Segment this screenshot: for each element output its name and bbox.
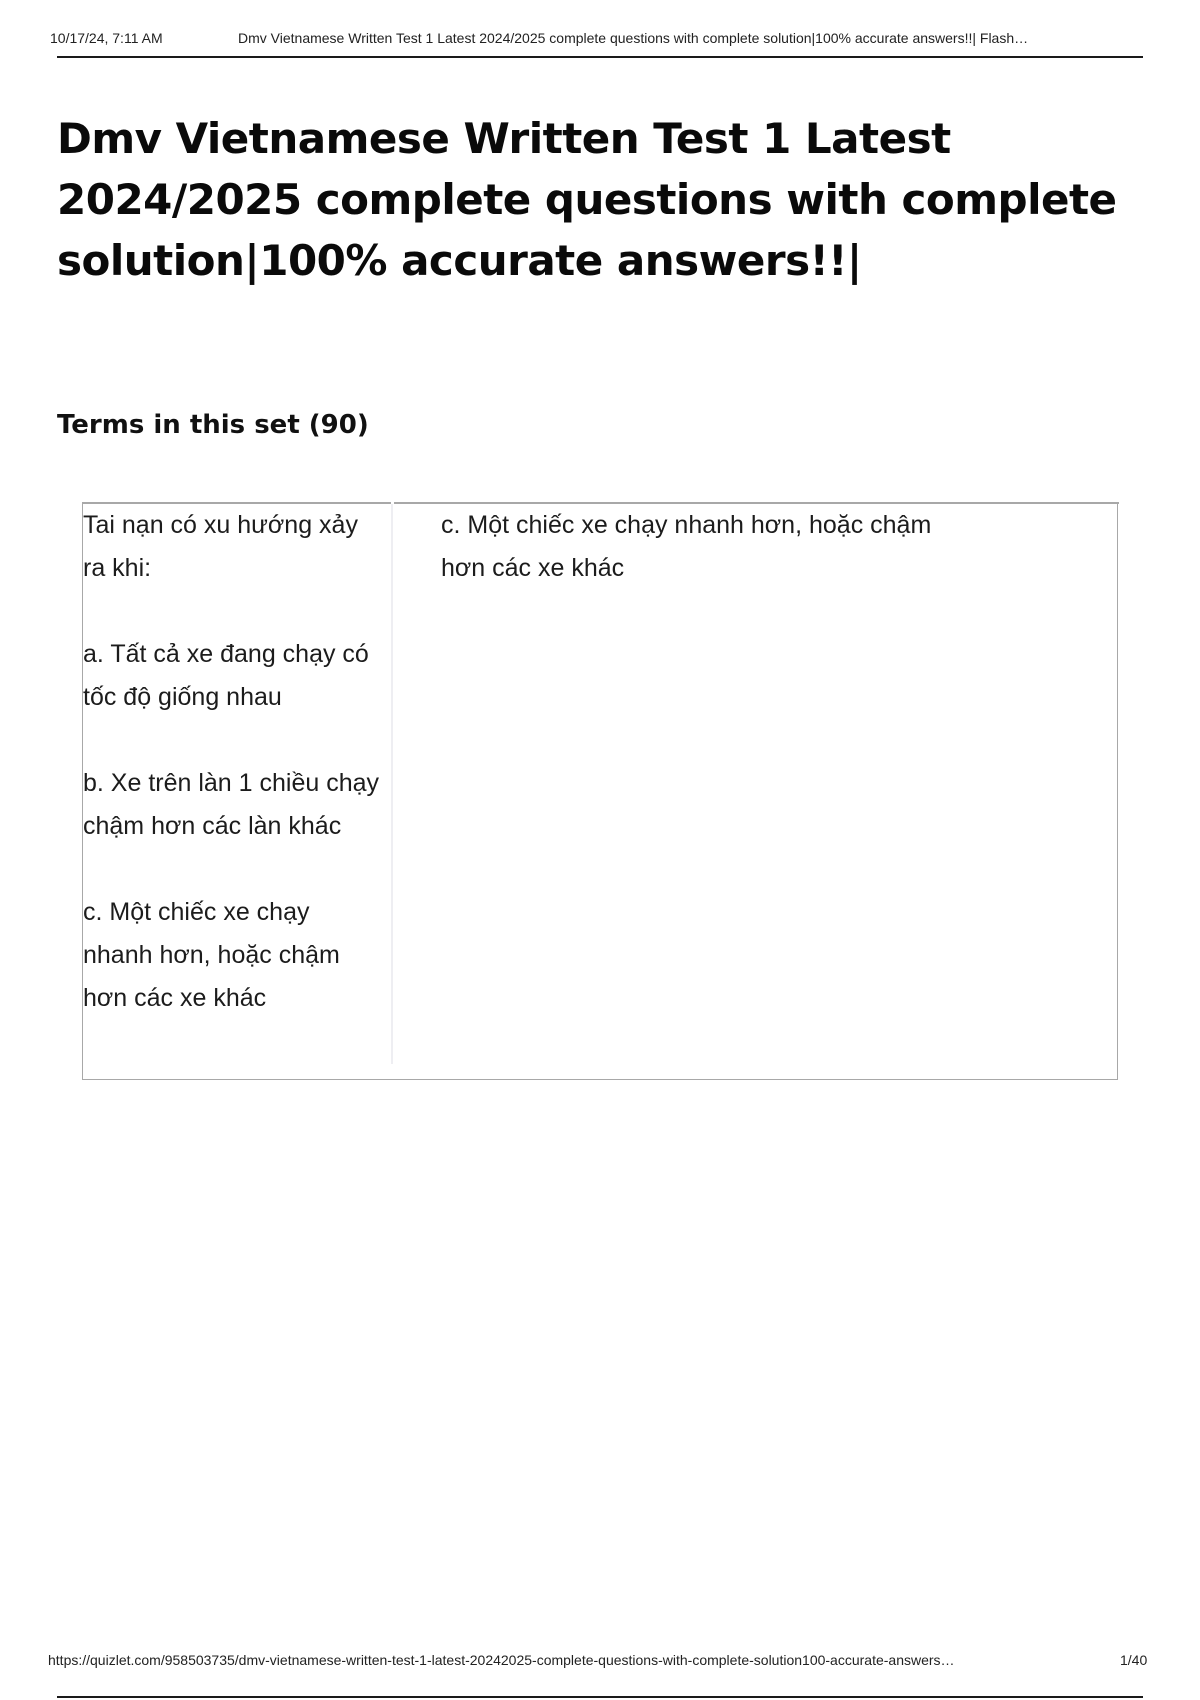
print-date-time: 10/17/24, 7:11 AM bbox=[50, 30, 163, 46]
term-option-a: a. Tất cả xe đang chạy có tốc độ giống nhau bbox=[83, 640, 369, 711]
terms-heading: Terms in this set (90) bbox=[57, 410, 369, 440]
print-url: https://quizlet.com/958503735/dmv-vietnamese-written-test-1-latest-20242025-complete-questions-with-complete-solution100-accurate-answers… bbox=[48, 1652, 955, 1668]
print-footer bbox=[48, 1652, 1148, 1672]
card-definition: c. Một chiếc xe chạy nhanh hơn, hoặc chậm hơn các xe khác bbox=[441, 511, 932, 582]
print-document-title: Dmv Vietnamese Written Test 1 Latest 2024/2025 complete questions with complete solution|100% accurate answers!!| Flash… bbox=[238, 30, 1029, 46]
card-term bbox=[83, 504, 383, 1020]
page-title-line-3: solution|100% accurate answers!!| bbox=[57, 236, 862, 285]
footer-rule bbox=[57, 1696, 1143, 1698]
page-title-line-1: Dmv Vietnamese Written Test 1 Latest bbox=[57, 114, 951, 163]
page-title-line-2: 2024/2025 complete questions with complete bbox=[57, 175, 1117, 224]
page-number: 1/40 bbox=[1120, 1652, 1148, 1668]
term-question: Tai nạn có xu hướng xảy ra khi: bbox=[83, 511, 358, 582]
term-option-b: b. Xe trên làn 1 chiều chạy chậm hơn các làn khác bbox=[83, 769, 380, 840]
header-rule bbox=[57, 56, 1143, 58]
term-option-c: c. Một chiếc xe chạy nhanh hơn, hoặc chậm hơn các xe khác bbox=[83, 898, 340, 1012]
card-column-divider bbox=[391, 504, 393, 1064]
page-title bbox=[57, 108, 1137, 291]
print-header bbox=[50, 30, 1145, 50]
flashcard bbox=[82, 502, 1118, 1080]
